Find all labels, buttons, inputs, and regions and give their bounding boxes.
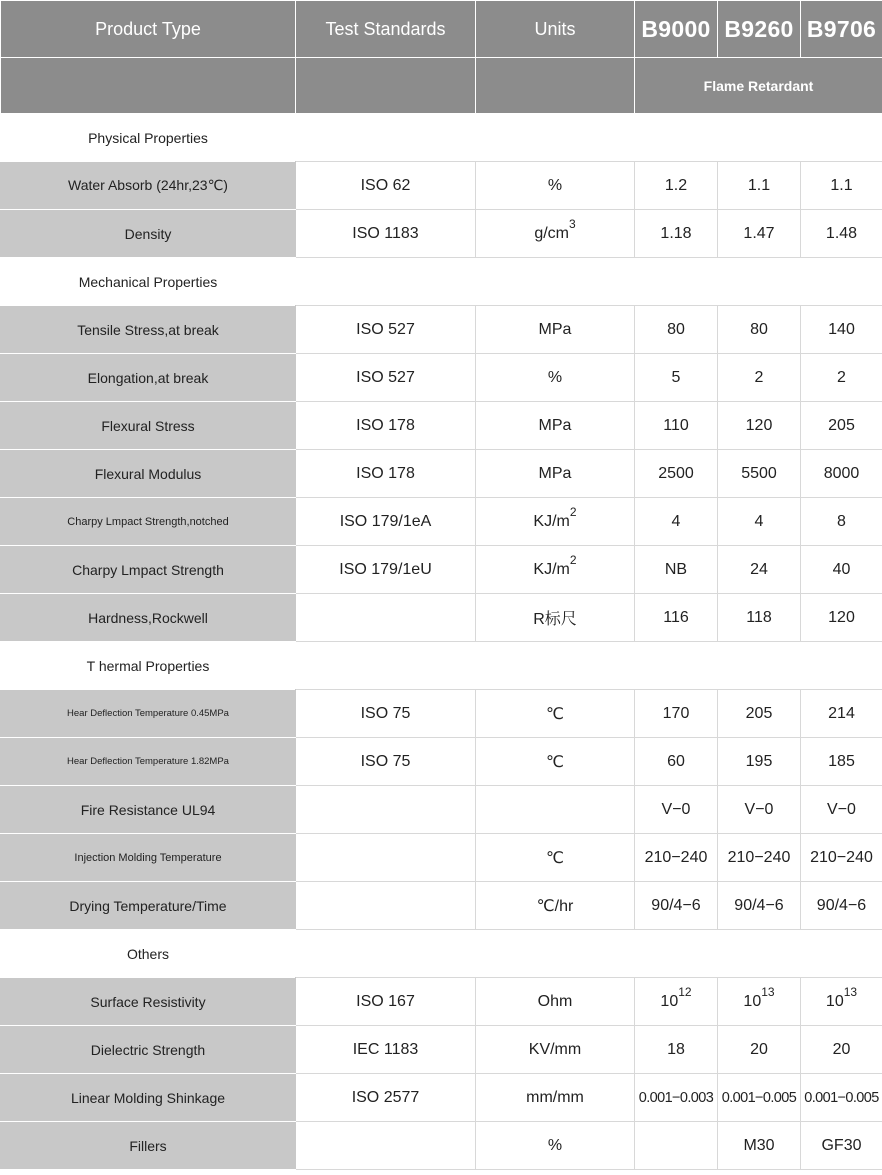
value-b9260 (718, 306, 801, 354)
unit-cell (476, 786, 635, 834)
value-b9260 (718, 450, 801, 498)
table-row (1, 978, 882, 1026)
section-title-mechanical-properties: Mechanical Properties (78, 273, 218, 290)
value-text: 118 (746, 608, 772, 626)
property-name: Charpy Lmpact Strength (1, 546, 296, 594)
value-text: 2500 (658, 464, 694, 482)
value-text: 116 (663, 608, 689, 626)
value-text: 18 (667, 1040, 685, 1058)
value-b9000 (635, 162, 718, 210)
value-text: 80 (667, 320, 685, 338)
unit: mm/mm (526, 1088, 584, 1106)
value-exponent: 12 (678, 985, 692, 1000)
section-header-row (1, 114, 882, 162)
value-b9706 (801, 354, 882, 402)
value-text: 40 (832, 560, 851, 578)
value-b9260 (718, 1026, 801, 1074)
unit: ℃ (546, 753, 564, 771)
table-row (1, 1026, 882, 1074)
value-b9000 (635, 1026, 718, 1074)
unit: ℃ (546, 705, 564, 723)
unit: % (547, 1136, 563, 1154)
value-text: 170 (662, 704, 690, 722)
table-row (1, 690, 882, 738)
section-title-t-hermal-properties: T hermal Properties (86, 657, 210, 674)
value-text: 1.18 (660, 224, 692, 242)
table-row (1, 882, 882, 930)
value-b9000 (635, 690, 718, 738)
unit-cell (476, 498, 635, 546)
test-standard (296, 882, 476, 930)
value-b9000 (635, 882, 718, 930)
header-model-b9260: B9260 (718, 1, 801, 58)
value-b9000 (635, 786, 718, 834)
table-row (1, 450, 882, 498)
value-b9706 (801, 546, 882, 594)
value-text: V−0 (827, 800, 856, 818)
value-b9000 (635, 306, 718, 354)
property-name: Surface Resistivity (1, 978, 296, 1026)
value-b9000 (635, 450, 718, 498)
test-standard: ISO 167 (296, 978, 476, 1026)
value-text: 20 (750, 1040, 768, 1058)
value-text: 214 (828, 704, 855, 722)
test-standard: ISO 179/1eA (296, 498, 476, 546)
section-header-row (1, 258, 882, 306)
value-text: 140 (828, 320, 855, 338)
unit-cell (476, 594, 635, 642)
value-text: 24 (750, 560, 768, 578)
table-row (1, 594, 882, 642)
value-text: 210−240 (644, 848, 708, 866)
value-text: 10 (660, 992, 679, 1010)
value-b9706 (801, 834, 882, 882)
unit: R标尺 (533, 611, 577, 628)
value-text: 1.1 (830, 176, 853, 194)
value-b9260 (718, 1122, 801, 1170)
value-text: 205 (745, 704, 773, 722)
table-row (1, 402, 882, 450)
value-b9706 (801, 1122, 882, 1170)
value-text: 185 (828, 752, 855, 770)
value-b9706 (801, 498, 882, 546)
property-name: Charpy Lmpact Strength,notched (1, 498, 296, 546)
value-b9260 (718, 882, 801, 930)
test-standard: ISO 1183 (296, 210, 476, 258)
unit: % (547, 368, 563, 386)
value-b9260 (718, 546, 801, 594)
value-text: 120 (828, 608, 855, 626)
value-text: V−0 (744, 800, 774, 818)
table-row (1, 786, 882, 834)
unit-cell (476, 402, 635, 450)
value-text: 5 (671, 368, 681, 386)
value-text: 0.001−0.003 (638, 1089, 714, 1106)
test-standard (296, 594, 476, 642)
section-title-others: Others (126, 945, 169, 962)
property-name: Linear Molding Shinkage (1, 1074, 296, 1122)
unit: MPa (538, 464, 572, 482)
value-b9706 (801, 1026, 882, 1074)
unit-cell (476, 1026, 635, 1074)
value-b9000 (635, 546, 718, 594)
value-b9260 (718, 162, 801, 210)
unit-cell (476, 1122, 635, 1170)
value-b9706 (801, 690, 882, 738)
property-name: Drying Temperature/Time (1, 882, 296, 930)
property-name: Hardness,Rockwell (1, 594, 296, 642)
test-standard: ISO 527 (296, 354, 476, 402)
value-b9706 (801, 786, 882, 834)
unit: KJ/m (533, 512, 570, 530)
value-b9706 (801, 306, 882, 354)
table-row (1, 546, 882, 594)
value-b9000 (635, 498, 718, 546)
unit-cell (476, 978, 635, 1026)
value-text: 120 (745, 416, 773, 434)
value-b9000 (635, 210, 718, 258)
value-text: 1.47 (743, 224, 775, 242)
value-text: 195 (745, 752, 773, 770)
header-blank (1, 58, 296, 114)
value-text: 210−240 (810, 848, 873, 866)
value-b9000 (635, 402, 718, 450)
property-name: Density (1, 210, 296, 258)
test-standard (296, 1122, 476, 1170)
value-text: 1.48 (825, 224, 858, 242)
unit-exponent: 2 (569, 505, 577, 520)
value-text: 110 (663, 416, 689, 434)
value-text: 1.2 (664, 176, 688, 194)
value-b9706 (801, 978, 882, 1026)
value-b9260 (718, 978, 801, 1026)
value-text: 0.001−0.005 (804, 1089, 879, 1106)
property-name: Injection Molding Temperature (1, 834, 296, 882)
value-b9706 (801, 1074, 882, 1122)
header-test-standards: Test Standards (296, 1, 476, 58)
header-row (1, 1, 882, 58)
property-name: Tensile Stress,at break (1, 306, 296, 354)
value-text: 20 (832, 1040, 851, 1058)
value-text: 4 (754, 512, 764, 530)
property-name: Elongation,at break (1, 354, 296, 402)
value-exponent: 13 (761, 985, 775, 1000)
value-b9706 (801, 162, 882, 210)
value-b9000 (635, 738, 718, 786)
value-text: 60 (667, 752, 685, 770)
value-text: 2 (754, 368, 764, 386)
unit: g/cm (534, 224, 569, 242)
value-text: 2 (837, 368, 846, 386)
property-name: Flexural Modulus (1, 450, 296, 498)
value-b9260 (718, 786, 801, 834)
value-b9260 (718, 594, 801, 642)
table-row (1, 738, 882, 786)
section-spacer (296, 114, 882, 162)
value-b9000 (635, 978, 718, 1026)
value-text: GF30 (821, 1136, 862, 1154)
property-name: Fillers (1, 1122, 296, 1170)
value-text: 5500 (741, 464, 777, 482)
value-b9000 (635, 1122, 718, 1170)
header-model-b9706: B9706 (801, 1, 882, 58)
value-b9000 (635, 354, 718, 402)
property-name: Hear Deflection Temperature 0.45MPa (1, 690, 296, 738)
unit-cell (476, 306, 635, 354)
section-title-physical-properties: Physical Properties (88, 129, 208, 146)
value-text: 90/4−6 (816, 896, 867, 914)
datasheet-body (1, 1, 882, 1170)
unit-exponent: 3 (568, 217, 576, 232)
section-spacer (296, 642, 882, 690)
header-blank (476, 58, 635, 114)
unit: KJ/m (533, 560, 570, 578)
header-group-row (1, 58, 882, 114)
value-b9260 (718, 498, 801, 546)
header-units: Units (476, 1, 635, 58)
value-text: 8 (837, 512, 846, 530)
value-b9260 (718, 834, 801, 882)
table-row (1, 498, 882, 546)
table-row (1, 306, 882, 354)
value-b9260 (718, 210, 801, 258)
value-b9260 (718, 738, 801, 786)
value-text: 90/4−6 (734, 896, 784, 914)
test-standard: ISO 75 (296, 738, 476, 786)
property-name: Dielectric Strength (1, 1026, 296, 1074)
property-name: Hear Deflection Temperature 1.82MPa (1, 738, 296, 786)
section-spacer (296, 258, 882, 306)
test-standard: ISO 178 (296, 402, 476, 450)
test-standard (296, 834, 476, 882)
header-group-label: Flame Retardant (635, 58, 882, 114)
table-row (1, 1074, 882, 1122)
value-exponent: 13 (843, 985, 858, 1000)
value-b9260 (718, 354, 801, 402)
value-b9706 (801, 882, 882, 930)
unit: KV/mm (528, 1040, 582, 1058)
value-b9706 (801, 450, 882, 498)
value-text: 210−240 (727, 848, 791, 866)
property-name: Flexural Stress (1, 402, 296, 450)
section-spacer (296, 930, 882, 978)
test-standard: ISO 527 (296, 306, 476, 354)
unit-cell (476, 882, 635, 930)
value-text: 1.1 (747, 176, 771, 194)
value-text: V−0 (661, 800, 691, 818)
unit: MPa (538, 320, 572, 338)
value-b9260 (718, 402, 801, 450)
value-b9260 (718, 1074, 801, 1122)
unit-exponent: 2 (569, 553, 577, 568)
value-b9000 (635, 834, 718, 882)
value-b9000 (635, 594, 718, 642)
value-b9706 (801, 738, 882, 786)
unit-cell (476, 450, 635, 498)
unit: Ohm (537, 992, 573, 1010)
value-text: 4 (671, 512, 681, 530)
value-text: 10 (825, 992, 844, 1010)
table-row (1, 162, 882, 210)
unit-cell (476, 546, 635, 594)
test-standard: ISO 75 (296, 690, 476, 738)
section-header-row (1, 642, 882, 690)
unit: ℃ (546, 849, 564, 867)
section-header-row (1, 930, 882, 978)
value-text: NB (664, 560, 688, 578)
table-row (1, 834, 882, 882)
unit: ℃/hr (536, 897, 574, 915)
unit-cell (476, 834, 635, 882)
value-text: 8000 (823, 464, 860, 482)
value-b9706 (801, 594, 882, 642)
value-text: 90/4−6 (651, 896, 701, 914)
unit-cell (476, 162, 635, 210)
value-b9706 (801, 210, 882, 258)
unit-cell (476, 210, 635, 258)
property-name: Water Absorb (24hr,23℃) (1, 162, 296, 210)
unit-cell (476, 690, 635, 738)
test-standard: ISO 179/1eU (296, 546, 476, 594)
header-product-type: Product Type (1, 1, 296, 58)
table-row (1, 210, 882, 258)
test-standard: IEC 1183 (296, 1026, 476, 1074)
test-standard (296, 786, 476, 834)
value-b9260 (718, 690, 801, 738)
property-name: Fire Resistance UL94 (1, 786, 296, 834)
value-text: 80 (750, 320, 768, 338)
unit-cell (476, 1074, 635, 1122)
value-text: M30 (743, 1136, 775, 1154)
value-text: 205 (828, 416, 855, 434)
unit: % (547, 176, 563, 194)
value-text: 10 (743, 992, 762, 1010)
test-standard: ISO 178 (296, 450, 476, 498)
test-standard: ISO 62 (296, 162, 476, 210)
unit-cell (476, 738, 635, 786)
value-b9000 (635, 1074, 718, 1122)
test-standard: ISO 2577 (296, 1074, 476, 1122)
value-text: 0.001−0.005 (721, 1089, 797, 1106)
unit-cell (476, 354, 635, 402)
table-row (1, 1122, 882, 1170)
table-row (1, 354, 882, 402)
unit: MPa (538, 416, 572, 434)
header-model-b9000: B9000 (635, 1, 718, 58)
header-blank (296, 58, 476, 114)
value-b9706 (801, 402, 882, 450)
